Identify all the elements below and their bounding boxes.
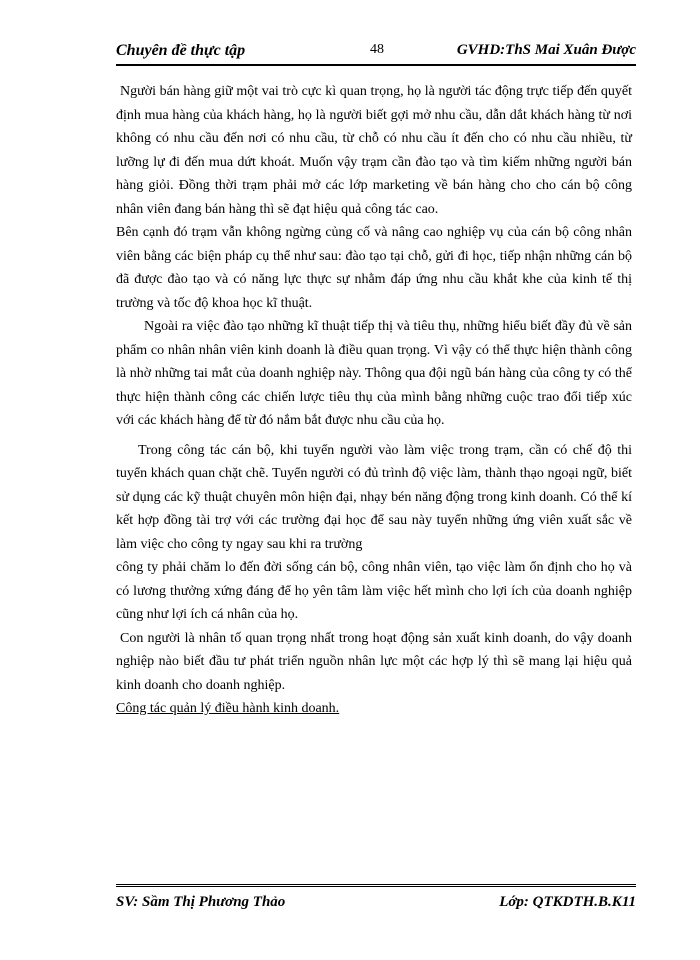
header-divider [116,64,636,66]
document-title: Chuyên đề thực tập [116,42,246,59]
class-code: Lớp: QTKDTH.B.K11 [499,894,636,910]
page-footer [116,894,636,918]
section-heading: Công tác quản lý điều hành kinh doanh. [116,701,340,716]
footer-divider [116,884,636,889]
page-header [116,38,636,66]
advisor-name: GVHD:ThS Mai Xuân Được [456,42,636,58]
student-name: SV: Sầm Thị Phương Thảo [116,894,286,910]
paragraph: Ngoài ra việc đào tạo những kĩ thuật tiếp thị và tiêu thụ, những hiểu biết đầy đủ về sản phẩm co nhân nhân viên kinh doanh là điều quan trọng. Vì vậy có thể thực hiện thành công là nhờ những tai mắt của doanh nghiệp này. Thông qua đội ngũ bán hàng của công ty có thể thực hiện thành công các chiến lược tiêu thụ của mình bằng những cuộc trao đổi tiếp xúc với các khách hàng để từ đó nắm bắt được nhu cầu của họ. [116,319,632,428]
document-body [116,80,632,721]
paragraph: công ty phải chăm lo đến đời sống cán bộ, công nhân viên, tạo việc làm ổn định cho họ và có lương thưởng xứng đáng để họ yên tâm làm việc hết mình cho lợi ích của doanh nghiệp cũng như lợi ích cá nhân của họ. [116,560,632,622]
paragraph: Trong công tác cán bộ, khi tuyển người vào làm việc trong trạm, cần có chế độ thi tuyển khách quan chặt chẽ. Tuyển người có đủ trình độ việc làm, thành thạo ngoại ngữ, biết sử dụng các kỹ thuật chuyên môn hiện đại, nhạy bén năng động trong kinh doanh. Có thể kí kết hợp đồng tài trợ với các trường đại học để sau này tuyển những ứng viên xuất sắc về làm việc cho công ty ngay sau khi ra trường [116,442,632,552]
paragraph: Bên cạnh đó trạm vẫn không ngừng củng cố và nâng cao nghiệp vụ của cán bộ công nhân viên bằng các biện pháp cụ thể như sau: đào tạo tại chỗ, gửi đi học, tiếp nhận những cán bộ đã được đào tạo và có năng lực thực sự nhằm đáp ứng nhu cầu khắt khe của kinh tế thị trường và tốc độ khoa học kĩ thuật. [116,225,632,311]
paragraph: Người bán hàng giữ một vai trò cực kì quan trọng, họ là người tác động trực tiếp đến quyết định mua hàng của khách hàng, họ là người biết gợi mở nhu cầu, dẫn dắt khách hàng từ nơi không có nhu cầu đến nơi có nhu cầu, từ chỗ có nhu cầu ít đến cho có nhu cầu nhiều, từ lưỡng lự đi đến mua dứt khoát. Muốn vậy trạm cần đào tạo và tìm kiếm những người bán hàng giỏi. Đồng thời trạm phải mở các lớp marketing về bán hàng cho cho cán bộ công nhân viên đang bán hàng thì sẽ đạt hiệu quả công tác cao. [116,84,632,217]
paragraph: Con người là nhân tố quan trọng nhất trong hoạt động sản xuất kinh doanh, do vậy doanh nghiệp nào biết đầu tư phát triển nguồn nhân lực một các hợp lý thì sẽ mang lại hiệu quả kinh doanh cho doanh nghiệp. [116,630,632,693]
page-number: 48 [370,42,384,57]
